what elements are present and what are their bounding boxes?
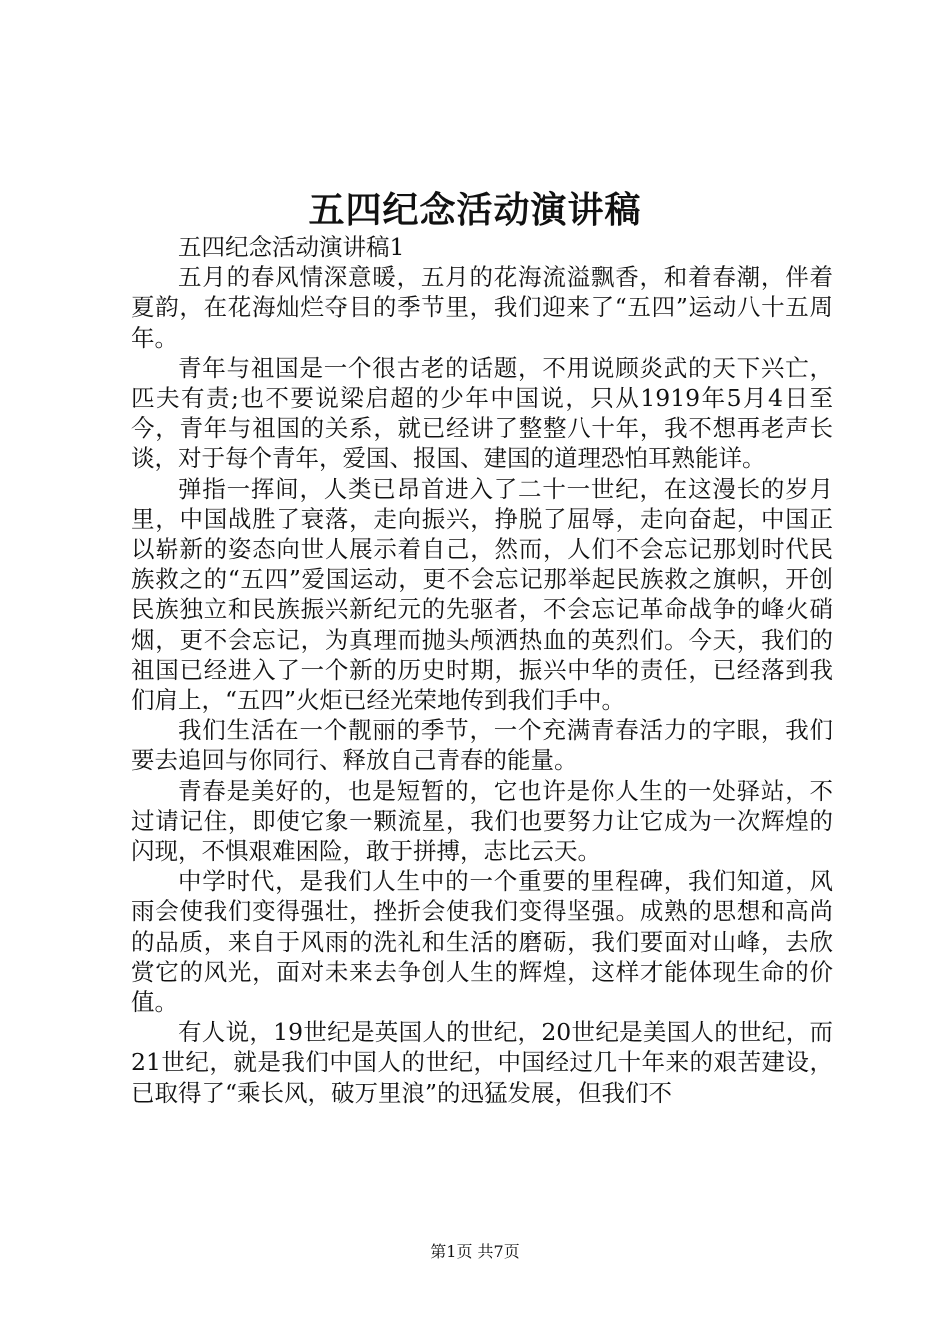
document-title: 五四纪念活动演讲稿	[308, 189, 642, 231]
page-number-footer: 第1页 共7页	[430, 1242, 520, 1261]
document-body	[131, 232, 833, 1108]
paragraph: 中学时代，是我们人生中的一个重要的里程碑，我们知道，风雨会使我们变得强壮，挫折会使我们变得坚强。成熟的思想和高尚的品质，来自于风雨的洗礼和生活的磨砺，我们要面对山峰，去欣赏它的风光，面对未来去争创人生的辉煌，这样才能体现生命的价值。	[131, 867, 833, 1017]
paragraph-heading: 五四纪念活动演讲稿1	[178, 233, 405, 261]
paragraph: 弹指一挥间，人类已昂首进入了二十一世纪，在这漫长的岁月里，中国战胜了衰落，走向振兴，挣脱了屈辱，走向奋起，中国正以崭新的姿态向世人展示着自己，然而，人们不会忘记那划时代民族救之的“五四”爱国运动，更不会忘记那举起民族救之旗帜，开创民族独立和民族振兴新纪元的先驱者，不会忘记革命战争的峰火硝烟，更不会忘记，为真理而抛头颅洒热血的英烈们。今天，我们的祖国已经进入了一个新的历史时期，振兴中华的责任，已经落到我们肩上，“五四”火炬已经光荣地传到我们手中。	[131, 474, 833, 715]
paragraph: 青春是美好的，也是短暂的，它也许是你人生的一处驿站，不过请记住，即使它象一颗流星，我们也要努力让它成为一次辉煌的闪现，不惧艰难困险，敢于拼搏，志比云天。	[131, 776, 833, 866]
paragraph: 五月的春风情深意暖，五月的花海流溢飘香，和着春潮，伴着夏韵，在花海灿烂夺目的季节里，我们迎来了“五四”运动八十五周年。	[131, 263, 833, 352]
paragraph: 有人说，19世纪是英国人的世纪，20世纪是美国人的世纪，而21世纪，就是我们中国人的世纪，中国经过几十年来的艰苦建设，已取得了“乘长风，破万里浪”的迅猛发展，但我们不	[131, 1018, 833, 1107]
paragraph: 我们生活在一个靓丽的季节，一个充满青春活力的字眼，我们要去追回与你同行、释放自己青春的能量。	[131, 716, 833, 775]
paragraph: 青年与祖国是一个很古老的话题，不用说顾炎武的天下兴亡，匹夫有责;也不要说梁启超的少年中国说，只从1919年5月4日至今，青年与祖国的关系，就已经讲了整整八十年，我不想再老声长谈，对于每个青年，爱国、报国、建国的道理恐怕耳熟能详。	[131, 353, 833, 473]
